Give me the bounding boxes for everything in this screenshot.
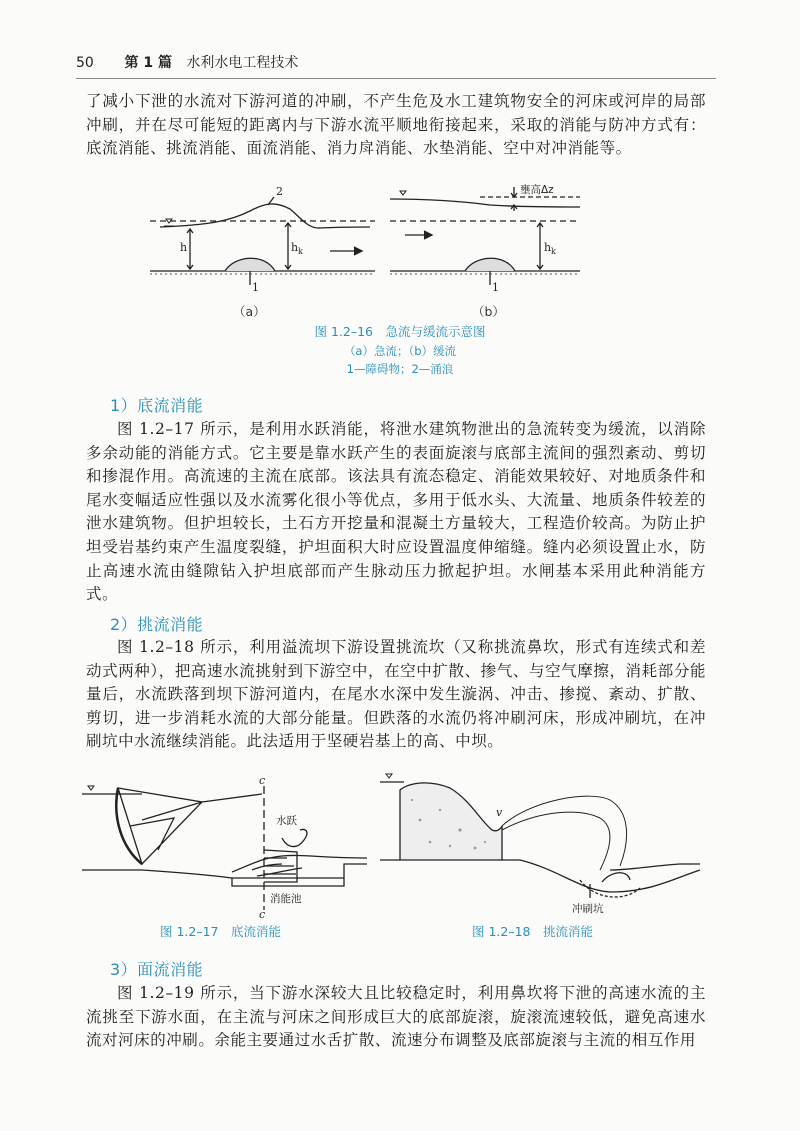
figure-16-legend: 1—障碍物；2—涌浪 bbox=[346, 362, 454, 376]
spillway-dam bbox=[400, 783, 502, 860]
label-stilling-basin: 消能池 bbox=[270, 893, 302, 905]
figure-16b-diagram bbox=[390, 185, 590, 295]
label-hk-sub-b: k bbox=[551, 247, 556, 256]
running-header bbox=[76, 52, 716, 72]
heading-ski-jump-dissipation: 2）挑流消能 bbox=[110, 615, 204, 634]
label-c-bottom: c bbox=[259, 908, 266, 921]
obstacle-b bbox=[465, 258, 515, 271]
figure-16a-panel-label: （a） bbox=[233, 304, 266, 319]
water-surface-b bbox=[390, 199, 580, 207]
label-hk-b: h bbox=[544, 241, 552, 254]
intro-paragraph: 了减小下泄的水流对下游河道的冲刷，不产生危及水工建筑物安全的河床或河岸的局部冲刷，并在尽可能短的距离内与下游水流平顺地衔接起来，采取的消能与防冲方式有：底流消能、挑流消能、面流消能、消力戽消能、水垫消能、空中对冲消能等。 bbox=[86, 92, 706, 158]
section-1-text: 图 1.2–17 所示，是利用水跃消能，将泄水建筑物泄出的急流转变为缓流，以消除多余动能的消能方式。它主要是靠水跃产生的表面旋滚与底部主流间的强烈紊动、剪切和掺混作用。高流速的主流在底部。该法具有流态稳定、消能效果较好、对地质条件和尾水变幅适应性强以及水流雾化很小等优点，多用于低水头、大流量、地质条件较差的泄水建筑物。但护坦较长，土石方开挖量和混凝土方量较大，工程造价较高。为防止护坦受岩基约束产生温度裂缝，护坦面积大时应设置温度伸缩缝。缝内必须设置止水，防止高速水流由缝隙钻入护坦底部而产生脉动压力掀起护坦。水闸基本采用此种消能方式。 bbox=[86, 420, 706, 604]
heading-underflow-dissipation: 1）底流消能 bbox=[110, 396, 204, 415]
section-3-text: 图 1.2–19 所示，当下游水深较大且比较稳定时，利用鼻坎将下泄的高速水流的主流挑至下游水面，在主流与河床之间形成巨大的底部旋滚，旋滚流速较低，避免高速水流对河床的冲刷。余能主要通过水舌扩散、流速分布调整及底部旋滚与主流的相互作用 bbox=[86, 984, 706, 1050]
callout-2: 2 bbox=[276, 185, 283, 198]
book-part-title: 水利水电工程技术 bbox=[186, 55, 299, 71]
figure-16a-diagram bbox=[150, 185, 380, 295]
figure-16-caption: 图 1.2–16 急流与缓流示意图 bbox=[314, 324, 486, 339]
figure-16b-panel-label: （b） bbox=[472, 304, 505, 319]
obstacle-a bbox=[225, 258, 275, 271]
figure-17-caption: 图 1.2–17 底流消能 bbox=[160, 924, 282, 939]
label-hydraulic-jump: 水跃 bbox=[276, 815, 297, 827]
label-hk-sub-a: k bbox=[298, 247, 303, 256]
label-raise: 壅高Δz bbox=[520, 184, 554, 196]
label-h-a: h bbox=[180, 241, 188, 254]
scour-pit bbox=[580, 880, 640, 897]
label-velocity: v bbox=[496, 806, 503, 819]
heading-surface-flow-dissipation: 3）面流消能 bbox=[110, 960, 204, 979]
label-c-top: c bbox=[259, 774, 266, 787]
callout-1-a: 1 bbox=[252, 281, 259, 294]
label-hk-a: h bbox=[291, 241, 299, 254]
figure-17-diagram bbox=[82, 774, 372, 921]
figure-18-diagram bbox=[380, 770, 700, 915]
ski-jump-jet bbox=[502, 796, 627, 866]
label-scour-pit: 冲刷坑 bbox=[572, 903, 604, 915]
header-divider bbox=[76, 78, 716, 79]
section-2-text: 图 1.2–18 所示，利用溢流坝下游设置挑流坎（又称挑流鼻坎，形式有连续式和差动式两种），把高速水流挑射到下游空中，在空中扩散、掺气、与空气摩擦，消耗部分能量后，水流跌落到坝下游河道内，在尾水水深中发生漩涡、冲击、掺搅、紊动、扩散、剪切，进一步消耗水流的大部分能量。但跌落的水流仍将冲刷河床，形成冲刷坑，在冲刷坑中水流继续消能。此法适用于坚硬岩基上的高、中坝。 bbox=[86, 638, 706, 751]
section-label: 第 1 篇 bbox=[124, 55, 172, 71]
callout-1-b: 1 bbox=[492, 281, 499, 294]
figure-18-caption: 图 1.2–18 挑流消能 bbox=[472, 924, 594, 939]
page-number: 50 bbox=[76, 55, 94, 71]
water-surface-a bbox=[160, 204, 370, 228]
figure-16-subcaption: （a）急流；（b）缓流 bbox=[343, 344, 457, 358]
